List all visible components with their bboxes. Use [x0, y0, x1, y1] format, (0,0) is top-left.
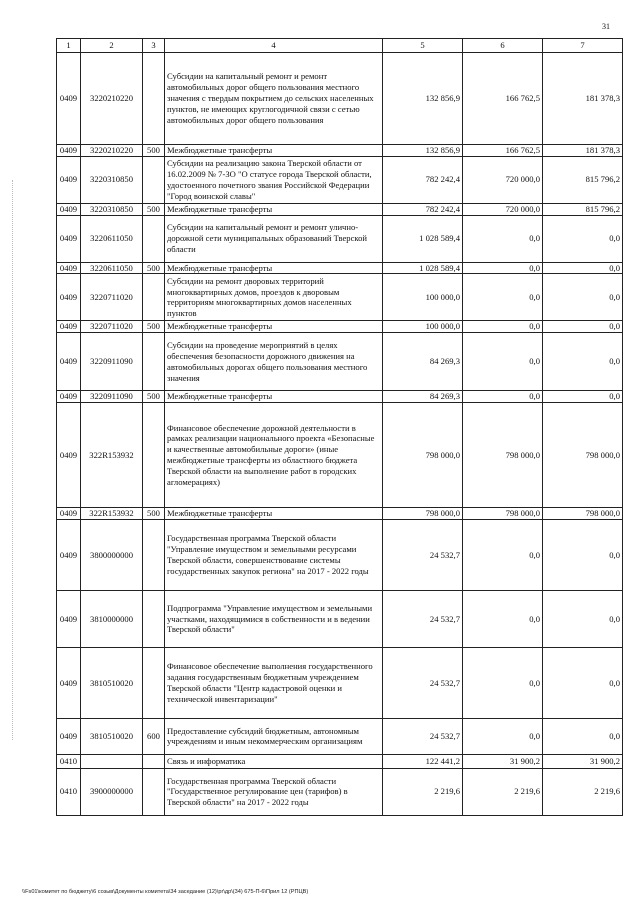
target-article-cell [81, 754, 143, 768]
amount-2020-cell: 122 441,2 [383, 754, 463, 768]
amount-2022-cell: 0,0 [543, 590, 623, 647]
table-row [57, 262, 623, 274]
amount-2021-cell: 0,0 [463, 333, 543, 391]
description-cell: Межбюджетные трансферты [165, 508, 383, 520]
expense-type-cell [143, 647, 165, 718]
amount-2020-cell: 24 532,7 [383, 718, 463, 754]
section-code-cell: 0409 [57, 519, 81, 590]
target-article-cell: 3220611050 [81, 215, 143, 262]
description-cell: Межбюджетные трансферты [165, 203, 383, 215]
section-code-cell: 0409 [57, 145, 81, 157]
expense-type-cell: 500 [143, 508, 165, 520]
expense-type-cell: 500 [143, 391, 165, 403]
section-code-cell: 0409 [57, 274, 81, 321]
column-header-7: 7 [543, 39, 623, 53]
amount-2021-cell: 798 000,0 [463, 508, 543, 520]
description-cell: Межбюджетные трансферты [165, 321, 383, 333]
amount-2022-cell: 2 219,6 [543, 768, 623, 815]
column-header-3: 3 [143, 39, 165, 53]
target-article-cell: 3220611050 [81, 262, 143, 274]
amount-2022-cell: 31 900,2 [543, 754, 623, 768]
amount-2020-cell: 2 219,6 [383, 768, 463, 815]
description-cell: Субсидии на капитальный ремонт и ремонт автомобильных дорог общего пользования местного значения с твердым покрытием до сельских населенных пунктов, не имеющих круглогодичной связи с сетью автомобильных дорог общего пользования [165, 53, 383, 145]
expense-type-cell [143, 754, 165, 768]
amount-2020-cell: 100 000,0 [383, 321, 463, 333]
expense-type-cell: 500 [143, 262, 165, 274]
section-code-cell: 0409 [57, 391, 81, 403]
expense-type-cell [143, 156, 165, 203]
section-code-cell: 0409 [57, 215, 81, 262]
description-cell: Государственная программа Тверской области "Государственное регулирование цен (тарифов) в Тверской области" на 2017 - 2022 годы [165, 768, 383, 815]
amount-2020-cell: 84 269,3 [383, 391, 463, 403]
expense-type-cell: 500 [143, 203, 165, 215]
section-code-cell: 0409 [57, 647, 81, 718]
amount-2020-cell: 1 028 589,4 [383, 262, 463, 274]
section-code-cell: 0409 [57, 333, 81, 391]
section-code-cell: 0409 [57, 203, 81, 215]
section-code-cell: 0409 [57, 590, 81, 647]
section-code-cell: 0409 [57, 156, 81, 203]
section-code-cell: 0409 [57, 508, 81, 520]
expense-type-cell [143, 215, 165, 262]
amount-2020-cell: 1 028 589,4 [383, 215, 463, 262]
target-article-cell: 3810000000 [81, 590, 143, 647]
amount-2020-cell: 782 242,4 [383, 203, 463, 215]
amount-2022-cell: 815 796,2 [543, 156, 623, 203]
expense-type-cell [143, 53, 165, 145]
expense-type-cell: 600 [143, 718, 165, 754]
amount-2021-cell: 31 900,2 [463, 754, 543, 768]
amount-2022-cell: 0,0 [543, 647, 623, 718]
amount-2020-cell: 100 000,0 [383, 274, 463, 321]
amount-2021-cell: 0,0 [463, 321, 543, 333]
target-article-cell: 3220711020 [81, 274, 143, 321]
section-code-cell: 0409 [57, 262, 81, 274]
section-code-cell: 0410 [57, 768, 81, 815]
amount-2022-cell: 181 378,3 [543, 53, 623, 145]
description-cell: Межбюджетные трансферты [165, 391, 383, 403]
amount-2020-cell: 84 269,3 [383, 333, 463, 391]
target-article-cell: 3220210220 [81, 145, 143, 157]
table-row [57, 321, 623, 333]
table-body [57, 53, 623, 816]
column-header-4: 4 [165, 39, 383, 53]
expense-type-cell [143, 768, 165, 815]
column-header-5: 5 [383, 39, 463, 53]
table-row [57, 274, 623, 321]
table-row [57, 768, 623, 815]
amount-2022-cell: 0,0 [543, 519, 623, 590]
description-cell: Финансовое обеспечение дорожной деятельности в рамках реализации национального проекта «Безопасные и качественные автомобильные дороги» (иные межбюджетные трансферты из областного бюджета Тверской области на выполнение работ в городских агломерациях) [165, 403, 383, 508]
target-article-cell: 3810510020 [81, 718, 143, 754]
table-row [57, 156, 623, 203]
description-cell: Предоставление субсидий бюджетным, автономным учреждениям и иным некоммерческим организациям [165, 718, 383, 754]
section-code-cell: 0409 [57, 321, 81, 333]
table-row [57, 203, 623, 215]
table-header-row [57, 39, 623, 53]
expense-type-cell [143, 590, 165, 647]
expense-type-cell: 500 [143, 145, 165, 157]
amount-2021-cell: 720 000,0 [463, 156, 543, 203]
amount-2022-cell: 0,0 [543, 718, 623, 754]
expense-type-cell [143, 274, 165, 321]
description-cell: Межбюджетные трансферты [165, 262, 383, 274]
footer-file-path: \\Fs01\комитет по бюджету\6 созыв\Документы комитета\34 заседание (12)\pr\др\(34) 675-П-6\Прил 12 (РПЦВ) [22, 889, 309, 895]
amount-2022-cell: 0,0 [543, 391, 623, 403]
amount-2022-cell: 798 000,0 [543, 508, 623, 520]
column-header-1: 1 [57, 39, 81, 53]
amount-2021-cell: 0,0 [463, 647, 543, 718]
expense-type-cell [143, 403, 165, 508]
amount-2020-cell: 782 242,4 [383, 156, 463, 203]
target-article-cell: 3220911090 [81, 391, 143, 403]
page-number: 31 [602, 22, 610, 31]
target-article-cell: 3220210220 [81, 53, 143, 145]
table-row [57, 215, 623, 262]
target-article-cell: 322R153932 [81, 403, 143, 508]
amount-2021-cell: 720 000,0 [463, 203, 543, 215]
amount-2020-cell: 132 856,9 [383, 53, 463, 145]
description-cell: Субсидии на реализацию закона Тверской области от 16.02.2009 № 7-ЗО "О статусе города Тверской области, удостоенного почетного звания Российской Федерации "Город воинской славы" [165, 156, 383, 203]
amount-2022-cell: 181 378,3 [543, 145, 623, 157]
margin-line [12, 180, 13, 740]
table-row [57, 718, 623, 754]
description-cell: Государственная программа Тверской области "Управление имуществом и земельными ресурсами Тверской области, совершенствование системы государственных закупок региона" на 2017 - 2022 годы [165, 519, 383, 590]
target-article-cell: 3800000000 [81, 519, 143, 590]
expense-type-cell [143, 519, 165, 590]
expense-type-cell: 500 [143, 321, 165, 333]
description-cell: Подпрограмма "Управление имуществом и земельными участками, находящимися в собственности и в ведении Тверской области" [165, 590, 383, 647]
target-article-cell: 3220310850 [81, 203, 143, 215]
target-article-cell: 3220911090 [81, 333, 143, 391]
budget-table [56, 38, 623, 816]
amount-2020-cell: 798 000,0 [383, 403, 463, 508]
amount-2021-cell: 0,0 [463, 215, 543, 262]
table-row [57, 391, 623, 403]
section-code-cell: 0409 [57, 718, 81, 754]
table-row [57, 403, 623, 508]
target-article-cell: 322R153932 [81, 508, 143, 520]
amount-2021-cell: 166 762,5 [463, 53, 543, 145]
amount-2020-cell: 132 856,9 [383, 145, 463, 157]
column-header-6: 6 [463, 39, 543, 53]
table-row [57, 508, 623, 520]
amount-2021-cell: 166 762,5 [463, 145, 543, 157]
table-row [57, 754, 623, 768]
amount-2022-cell: 0,0 [543, 274, 623, 321]
amount-2021-cell: 0,0 [463, 718, 543, 754]
amount-2022-cell: 798 000,0 [543, 403, 623, 508]
amount-2020-cell: 24 532,7 [383, 590, 463, 647]
amount-2021-cell: 0,0 [463, 274, 543, 321]
description-cell: Связь и информатика [165, 754, 383, 768]
table-row [57, 647, 623, 718]
section-code-cell: 0409 [57, 53, 81, 145]
amount-2021-cell: 2 219,6 [463, 768, 543, 815]
target-article-cell: 3810510020 [81, 647, 143, 718]
amount-2022-cell: 0,0 [543, 333, 623, 391]
description-cell: Субсидии на проведение мероприятий в целях обеспечения безопасности дорожного движения на автомобильных дорогах общего пользования местного значения [165, 333, 383, 391]
section-code-cell: 0410 [57, 754, 81, 768]
amount-2022-cell: 0,0 [543, 321, 623, 333]
description-cell: Межбюджетные трансферты [165, 145, 383, 157]
amount-2022-cell: 0,0 [543, 262, 623, 274]
table-row [57, 333, 623, 391]
amount-2020-cell: 24 532,7 [383, 519, 463, 590]
column-header-2: 2 [81, 39, 143, 53]
table-row [57, 53, 623, 145]
amount-2020-cell: 798 000,0 [383, 508, 463, 520]
amount-2021-cell: 0,0 [463, 262, 543, 274]
table-row [57, 145, 623, 157]
target-article-cell: 3220310850 [81, 156, 143, 203]
amount-2021-cell: 0,0 [463, 590, 543, 647]
target-article-cell: 3900000000 [81, 768, 143, 815]
amount-2021-cell: 0,0 [463, 391, 543, 403]
amount-2022-cell: 815 796,2 [543, 203, 623, 215]
amount-2021-cell: 798 000,0 [463, 403, 543, 508]
description-cell: Субсидии на капитальный ремонт и ремонт улично-дорожной сети муниципальных образований Тверской области [165, 215, 383, 262]
amount-2021-cell: 0,0 [463, 519, 543, 590]
amount-2020-cell: 24 532,7 [383, 647, 463, 718]
description-cell: Субсидии на ремонт дворовых территорий многоквартирных домов, проездов к дворовым территориям многоквартирных домов населенных пунктов [165, 274, 383, 321]
target-article-cell: 3220711020 [81, 321, 143, 333]
amount-2022-cell: 0,0 [543, 215, 623, 262]
expense-type-cell [143, 333, 165, 391]
description-cell: Финансовое обеспечение выполнения государственного задания государственным бюджетным учреждением Тверской области "Центр кадастровой оценки и технической инвентаризации" [165, 647, 383, 718]
section-code-cell: 0409 [57, 403, 81, 508]
table-row [57, 590, 623, 647]
table-row [57, 519, 623, 590]
